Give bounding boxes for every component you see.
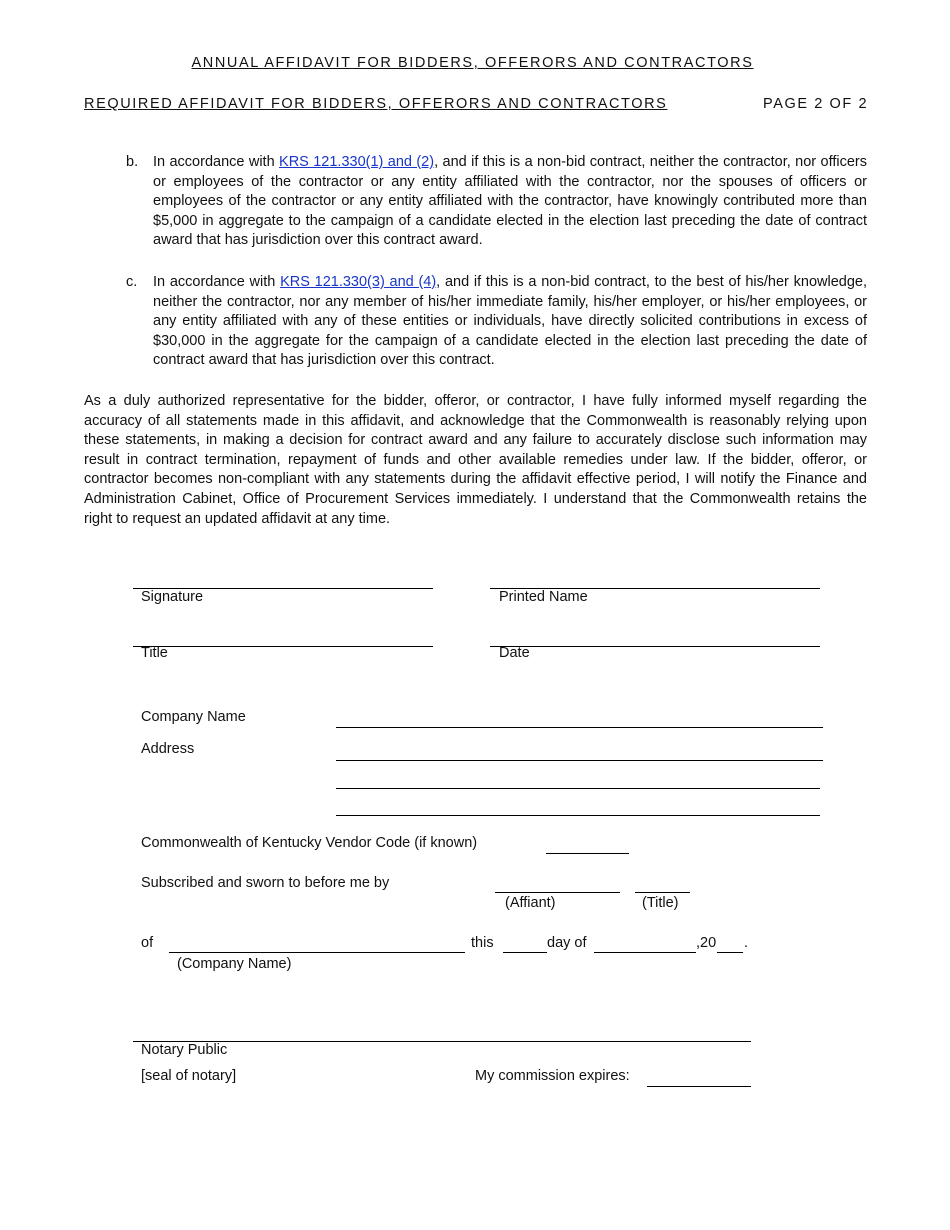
vendor-code-label: Commonwealth of Kentucky Vendor Code (if known) [141,835,478,851]
address-label: Address [141,741,195,757]
subscribed-label: Subscribed and sworn to before me by [141,875,390,891]
date-line[interactable] [490,646,820,647]
of-label: of [141,935,154,951]
title-line[interactable] [133,646,433,647]
commission-expires-line[interactable] [647,1086,751,1087]
list-item-label: b. [126,154,139,170]
item-text-pre: In accordance with [153,154,280,170]
month-line[interactable] [594,952,696,953]
address-line-2[interactable] [336,788,820,789]
affidavit-statement: As a duly authorized representative for the bidder, offeror, or contractor, I have fully informed myself regarding the accuracy of all statements made in this affidavit, and acknowledge that the Commonwealth is reasonably relying upon these statements, in making a decision for contract award and any failure to accurately disclose such information may result in contract termination, repayment of funds and other available remedies under law. If the bidder, offeror, or contractor becomes non-compliant with any statements during the affidavit effective period, I will notify the Finance and Administration Cabinet, Office of Procurement Services immediately. I understand that the Commonwealth retains the right to request an updated affidavit at any time. [84,393,867,527]
item-text-post: , and if this is a non-bid contract, neither the contractor, nor officers or employees of the contractor or any entity affiliated with the contractor, nor the spouses of officers or employees of the contractor or any entity affiliated with the contractor, have knowingly contributed more than $5,000 in aggregate to the campaign of a candidate elected in the election last preceding the date of contract award that has jurisdiction over this contract award. [153,154,868,249]
of-company-line[interactable] [169,952,465,953]
list-item-text [153,273,867,371]
vendor-code-line[interactable] [546,853,629,854]
year-prefix-label: ,20 [696,935,717,951]
year-line[interactable] [717,952,743,953]
day-line[interactable] [503,952,547,953]
signature-label: Signature [141,589,204,605]
notary-label: Notary Public [141,1042,228,1058]
company-name-line[interactable] [336,727,823,728]
title-label: Title [141,645,168,661]
krs-link-1-2[interactable]: KRS 121.330(1) and (2) [279,154,435,170]
list-item-b [126,153,867,251]
list-item-text [153,153,867,251]
address-line-3[interactable] [336,815,820,816]
krs-link-3-4[interactable]: KRS 121.330(3) and (4) [280,274,437,290]
company-name-label: Company Name [141,709,246,725]
affiant-title-label: (Title) [642,895,679,911]
item-text-pre: In accordance with [153,274,281,290]
affiant-title-line[interactable] [635,892,690,893]
list-item-c [126,273,867,371]
company-name-caption: (Company Name) [177,956,292,972]
document-subtitle: REQUIRED AFFIDAVIT FOR BIDDERS, OFFERORS AND CONTRACTORS [84,96,668,112]
period-label: . [744,935,749,951]
item-text-post: , and if this is a non-bid contract, to the best of his/her knowledge, neither the contractor, nor any member of his/her immediate family, his/her employer, or his/her employees, or any entity affiliated with any of these entities or individuals, have directly solicited contributions in excess of $30,000 in the aggregate for the campaign of a candidate elected in the election last preceding the date of contract award that has jurisdiction over this contract. [153,274,867,369]
seal-label: [seal of notary] [141,1068,237,1084]
address-line-1[interactable] [336,760,823,761]
affiant-label: (Affiant) [505,895,556,911]
list-item-label: c. [126,274,138,290]
commission-label: My commission expires: [475,1068,630,1084]
day-of-label: day of [547,935,587,951]
this-label: this [471,935,494,951]
affiant-line[interactable] [495,892,620,893]
date-label: Date [499,645,530,661]
document-title: ANNUAL AFFIDAVIT FOR BIDDERS, OFFERORS AND CONTRACTORS [191,55,754,71]
page-number: PAGE 2 OF 2 [763,96,869,112]
printed-name-label: Printed Name [499,589,588,605]
